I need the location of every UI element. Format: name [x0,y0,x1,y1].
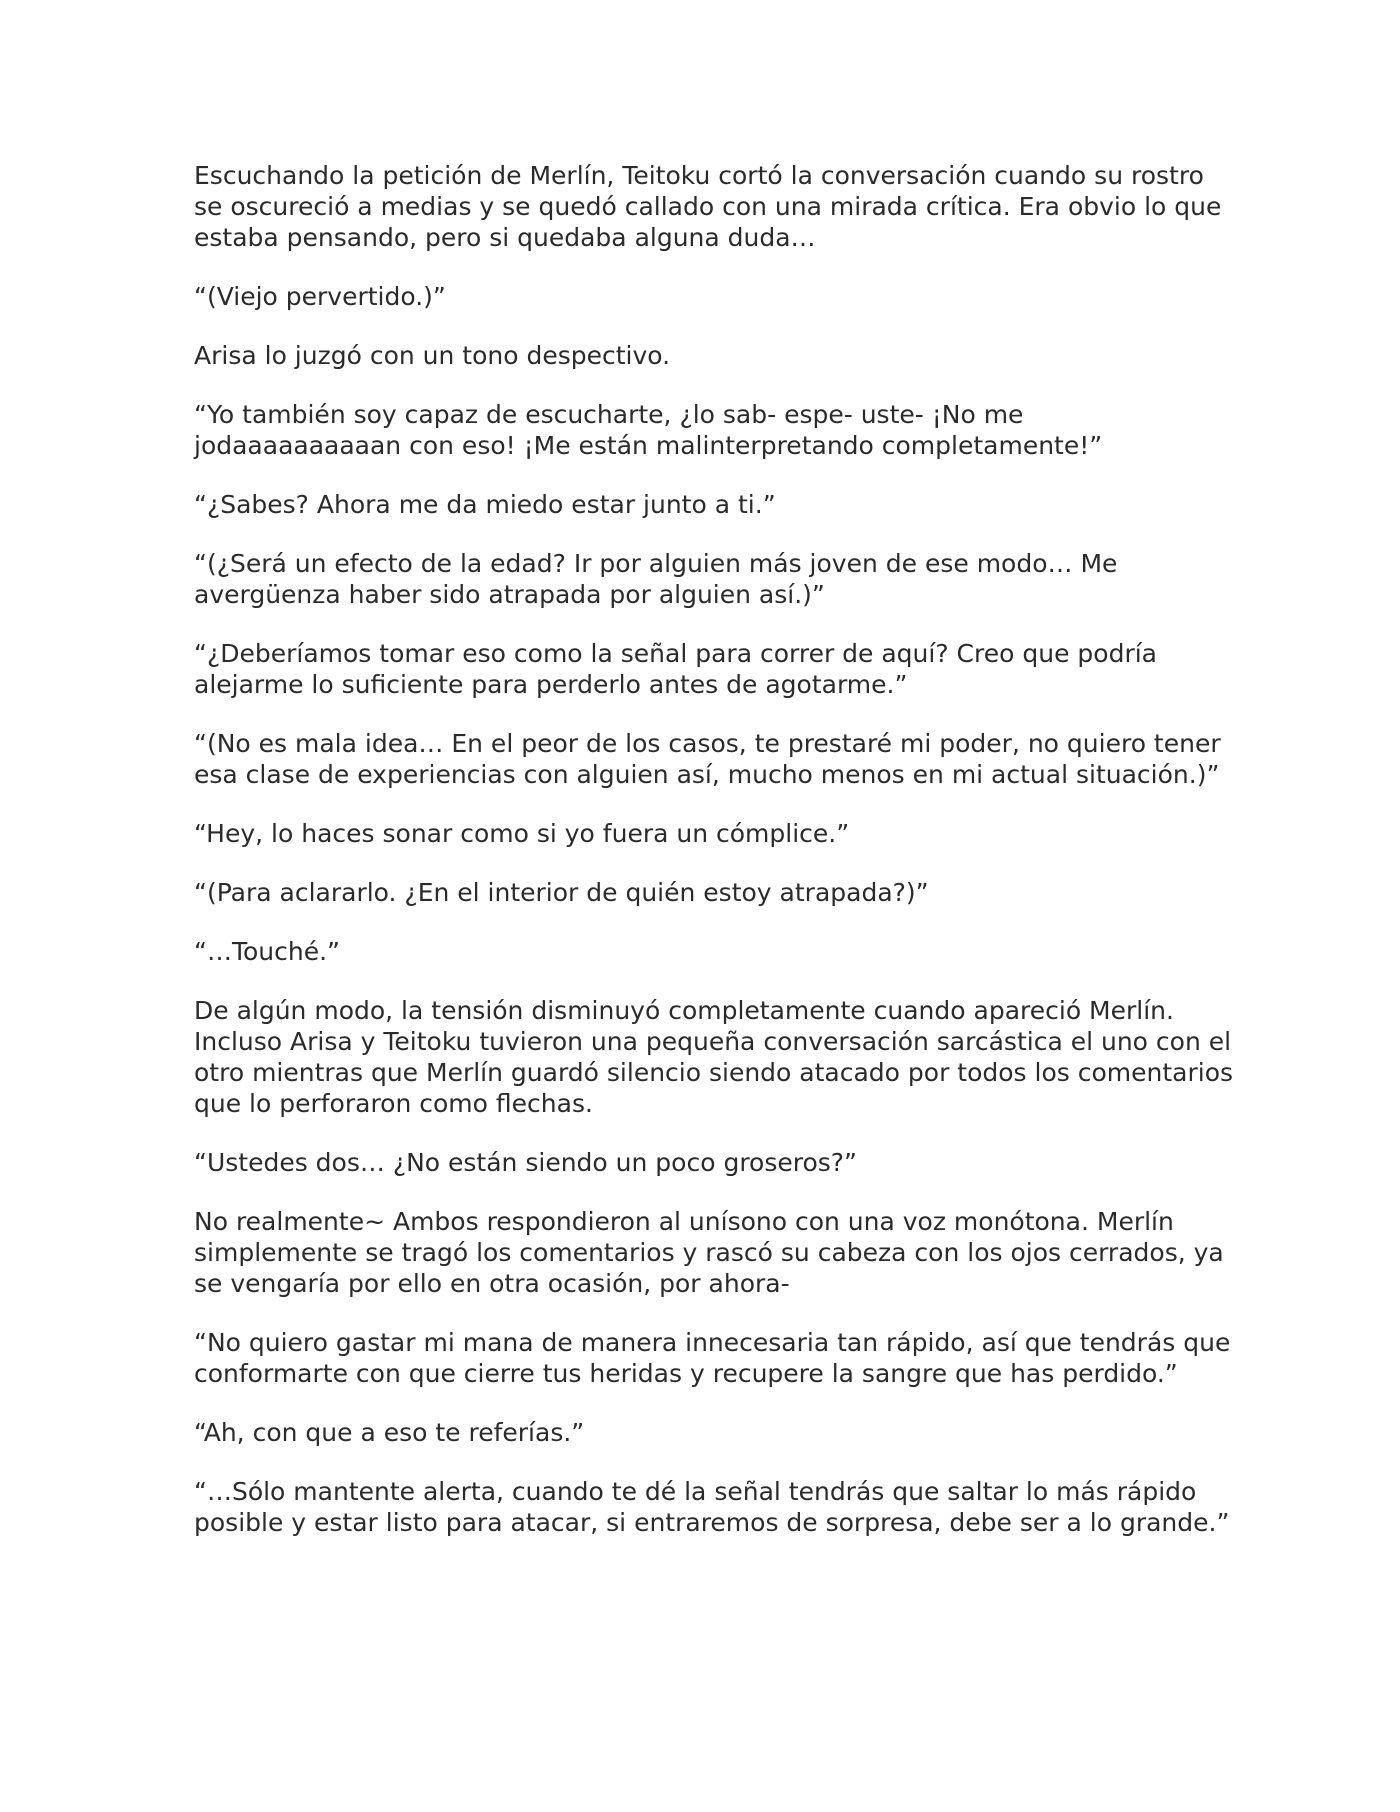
paragraph: Escuchando la petición de Merlín, Teitoku cortó la conversación cuando su rostro se oscureció a medias y se quedó callado con una mirada crítica. Era obvio lo que estaba pensando, pero si quedaba alguna duda… [194,161,1222,252]
paragraph: “Yo también soy capaz de escucharte, ¿lo sab- espe- uste- ¡No me jodaaaaaaaaaan con eso! ¡Me están malinterpretando completamente!” [194,400,1103,460]
paragraph: Arisa lo juzgó con un tono despectivo. [194,341,671,370]
paragraph: “¿Sabes? Ahora me da miedo estar junto a ti.” [194,490,776,519]
paragraph: De algún modo, la tensión disminuyó completamente cuando apareció Merlín. Incluso Arisa y Teitoku tuvieron una pequeña conversación sarcástica el uno con el otro mientras que Merlín guardó silencio siendo atacado por todos los comentarios que lo perforaron como flechas. [194,996,1234,1118]
paragraph: “(Para aclararlo. ¿En el interior de quién estoy atrapada?)” [194,878,929,907]
paragraph: “¿Deberíamos tomar eso como la señal para correr de aquí? Creo que podría alejarme lo suficiente para perderlo antes de agotarme.” [194,639,1157,699]
paragraph: “No quiero gastar mi mana de manera innecesaria tan rápido, así que tendrás que conformarte con que cierre tus heridas y recupere la sangre que has perdido.” [194,1328,1231,1388]
document-body [194,160,1234,1566]
paragraph: “Hey, lo haces sonar como si yo fuera un cómplice.” [194,819,850,848]
paragraph: “(Viejo pervertido.)” [194,282,446,311]
paragraph: “…Sólo mantente alerta, cuando te dé la señal tendrás que saltar lo más rápido posible y estar listo para atacar, si entraremos de sorpresa, debe ser a lo grande.” [194,1477,1230,1537]
paragraph: No realmente~ Ambos respondieron al unísono con una voz monótona. Merlín simplemente se tragó los comentarios y rascó su cabeza con los ojos cerrados, ya se vengaría por ello en otra ocasión, por ahora- [194,1207,1224,1298]
paragraph: “(¿Será un efecto de la edad? Ir por alguien más joven de ese modo… Me avergüenza haber sido atrapada por alguien así.)” [194,549,1118,609]
paragraph: “(No es mala idea… En el peor de los casos, te prestaré mi poder, no quiero tener esa clase de experiencias con alguien así, mucho menos en mi actual situación.)” [194,729,1221,789]
paragraph: “…Touché.” [194,937,340,966]
paragraph: “Ah, con que a eso te referías.” [194,1418,585,1447]
paragraph: “Ustedes dos… ¿No están siendo un poco groseros?” [194,1148,858,1177]
